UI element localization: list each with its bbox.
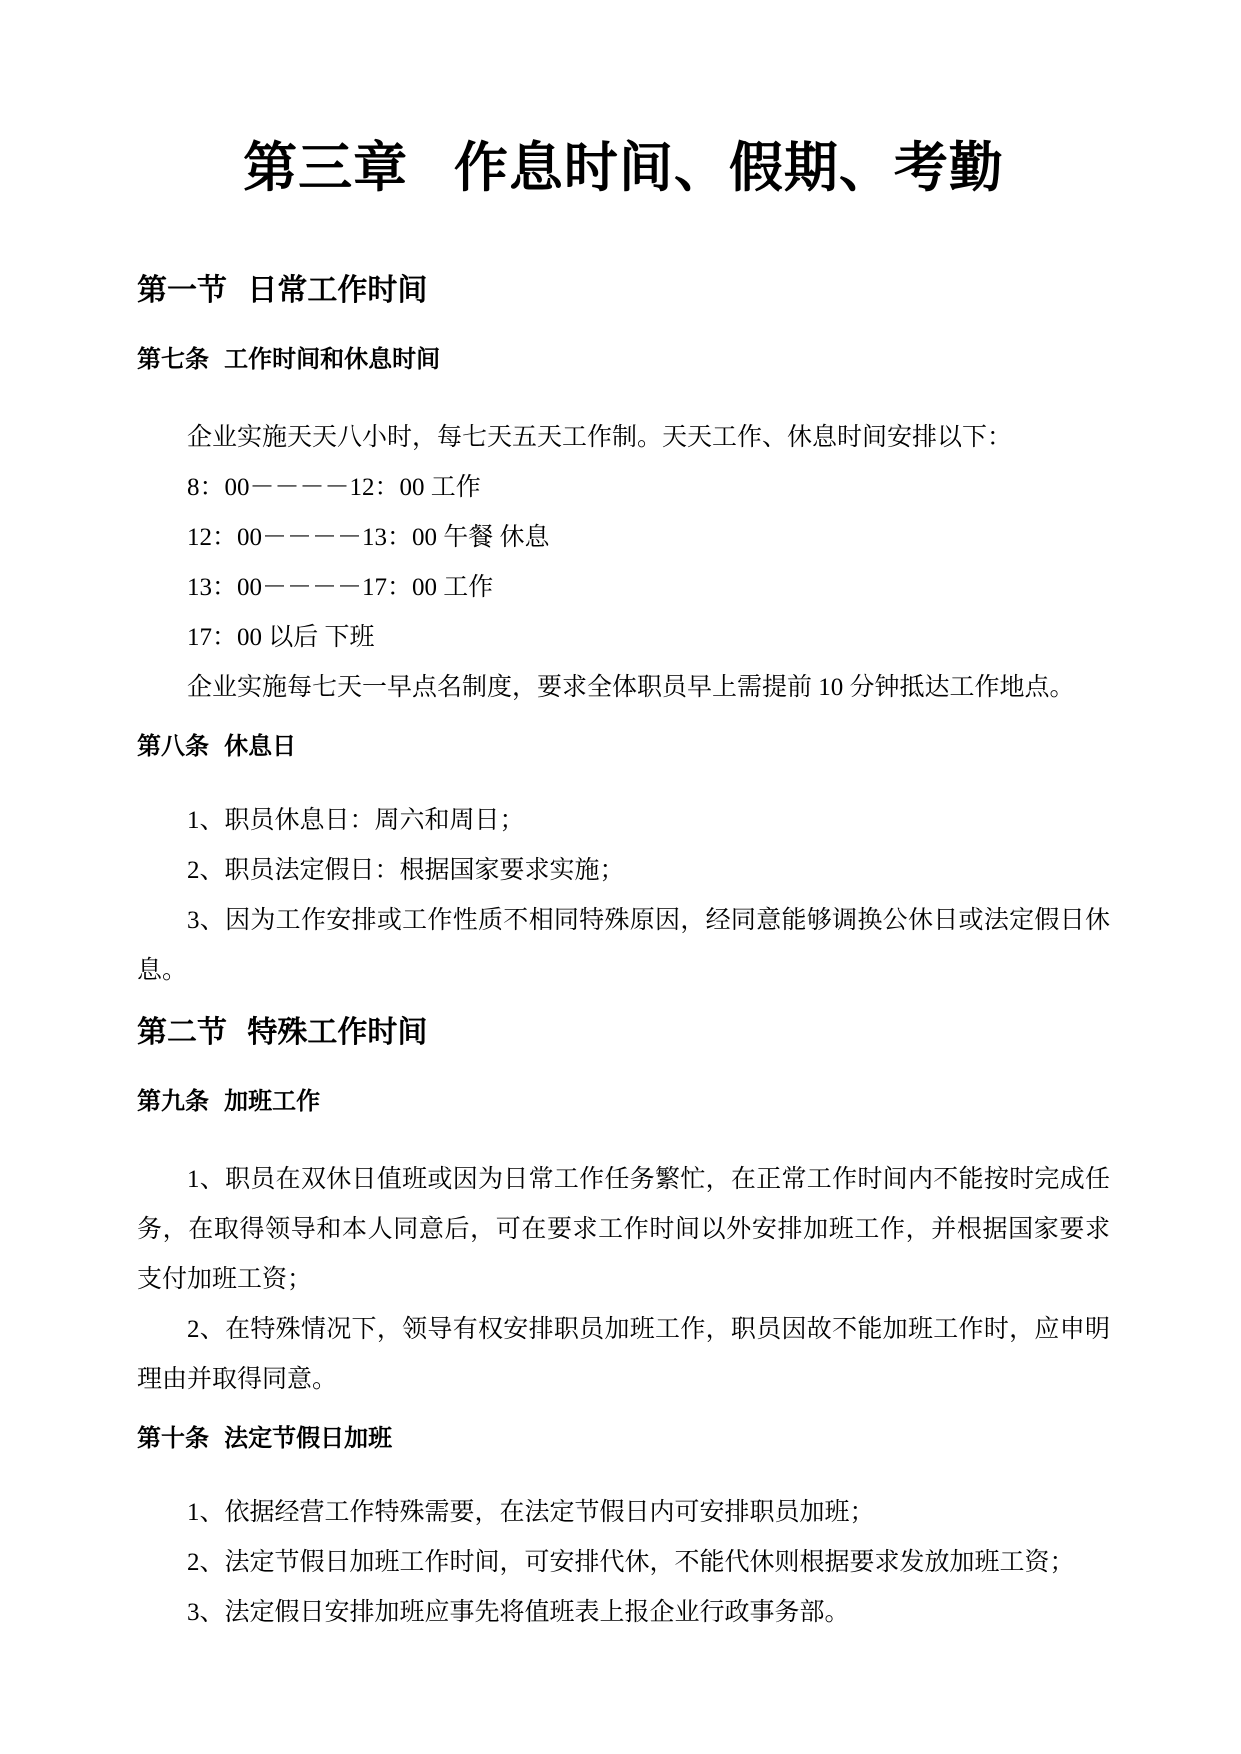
article-10-item-3: 3、法定假日安排加班应事先将值班表上报企业行政事务部。 <box>187 1599 850 1626</box>
article-9-heading: 第九条 加班工作 <box>137 1088 321 1115</box>
schedule-line-afternoon: 13：00－－－－17：00 工作 <box>187 574 494 601</box>
article-8-item-2: 2、职员法定假日：根据国家要求实施； <box>187 857 625 884</box>
schedule-line-morning: 8：00－－－－12：00 工作 <box>187 474 481 501</box>
schedule-line-offwork: 17：00 以后 下班 <box>187 624 375 651</box>
article-8-heading: 第八条 休息日 <box>137 733 297 760</box>
article-7-rollcall: 企业实施每七天一早点名制度，要求全体职员早上需提前 10 分钟抵达工作地点。 <box>187 674 1075 701</box>
chapter-title: 第三章 作息时间、假期、考勤 <box>243 138 1004 198</box>
article-7-intro: 企业实施天天八小时，每七天五天工作制。天天工作、休息时间安排以下： <box>187 424 1013 451</box>
article-9-item-1: 1、职员在双休日值班或因为日常工作任务繁忙，在正常工作时间内不能按时完成任务，在取得领导和本人同意后，可在要求工作时间以外安排加班工作，并根据国家要求支付加班工资； <box>137 1166 1110 1293</box>
article-7-heading: 第七条 工作时间和休息时间 <box>137 346 441 373</box>
article-10-heading: 第十条 法定节假日加班 <box>137 1425 393 1452</box>
article-10-item-1: 1、依据经营工作特殊需要，在法定节假日内可安排职员加班； <box>187 1499 875 1526</box>
article-9-item-2: 2、在特殊情况下，领导有权安排职员加班工作，职员因故不能加班工作时，应申明理由并取得同意。 <box>137 1316 1110 1393</box>
article-8-item-3: 3、因为工作安排或工作性质不相同特殊原因，经同意能够调换公休日或法定假日休息。 <box>137 907 1110 984</box>
section-1-heading: 第一节 日常工作时间 <box>137 274 428 307</box>
section-2-heading: 第二节 特殊工作时间 <box>137 1016 428 1049</box>
article-8-item-1: 1、职员休息日：周六和周日； <box>187 807 525 834</box>
schedule-line-lunch: 12：00－－－－13：00 午餐 休息 <box>187 524 550 551</box>
article-10-item-2: 2、法定节假日加班工作时间，可安排代休，不能代休则根据要求发放加班工资； <box>187 1549 1075 1576</box>
